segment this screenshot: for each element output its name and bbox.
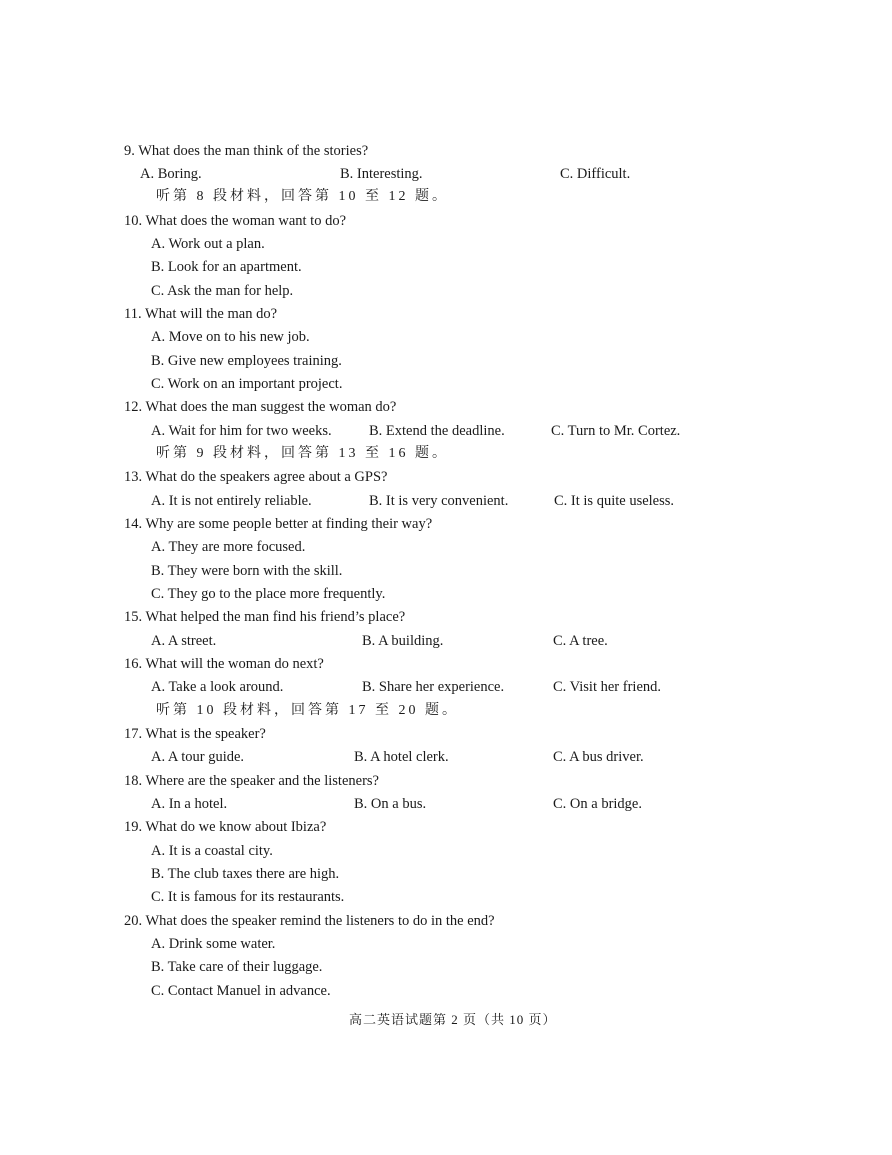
- question-16-option-c: C. Visit her friend.: [553, 679, 661, 695]
- question-13-stem: 13. What do the speakers agree about a GPS?: [124, 469, 388, 485]
- question-15-stem: 15. What helped the man find his friend’s place?: [124, 609, 406, 625]
- question-9-stem: 9. What does the man think of the stories?: [124, 143, 369, 159]
- question-17-option-c: C. A bus driver.: [553, 749, 644, 765]
- question-20-stem: 20. What does the speaker remind the listeners to do in the end?: [124, 913, 495, 929]
- question-16-option-b: B. Share her experience.: [362, 679, 505, 695]
- question-12-option-c: C. Turn to Mr. Cortez.: [551, 423, 681, 439]
- question-17-stem: 17. What is the speaker?: [124, 726, 266, 742]
- question-18-option-c: C. On a bridge.: [553, 796, 642, 812]
- question-14-option-b: B. They were born with the skill.: [151, 563, 343, 579]
- question-20-option-b: B. Take care of their luggage.: [151, 959, 323, 975]
- question-10-option-c: C. Ask the man for help.: [151, 283, 294, 299]
- question-9-option-b: B. Interesting.: [340, 166, 423, 182]
- section-instruction-9: 听第 9 段材料，回答第 13 至 16 题。: [156, 446, 449, 461]
- question-11-option-b: B. Give new employees training.: [151, 353, 342, 369]
- question-14-stem: 14. Why are some people better at finding their way?: [124, 516, 433, 532]
- question-15-option-b: B. A building.: [362, 633, 444, 649]
- question-14-option-c: C. They go to the place more frequently.: [151, 586, 386, 602]
- question-11-option-a: A. Move on to his new job.: [151, 329, 310, 345]
- question-19-stem: 19. What do we know about Ibiza?: [124, 819, 327, 835]
- section-instruction-8: 听第 8 段材料，回答第 10 至 12 题。: [156, 189, 449, 204]
- question-18-option-b: B. On a bus.: [354, 796, 427, 812]
- question-11-stem: 11. What will the man do?: [124, 306, 278, 322]
- question-16-option-a: A. Take a look around.: [151, 679, 284, 695]
- question-19-option-c: C. It is famous for its restaurants.: [151, 889, 345, 905]
- question-10-stem: 10. What does the woman want to do?: [124, 213, 347, 229]
- question-12-option-a: A. Wait for him for two weeks.: [151, 423, 332, 439]
- question-12-option-b: B. Extend the deadline.: [369, 423, 505, 439]
- question-17-option-b: B. A hotel clerk.: [354, 749, 449, 765]
- question-20-option-a: A. Drink some water.: [151, 936, 276, 952]
- question-13-option-b: B. It is very convenient.: [369, 493, 509, 509]
- question-12-stem: 12. What does the man suggest the woman do?: [124, 399, 397, 415]
- question-14-option-a: A. They are more focused.: [151, 539, 306, 555]
- question-18-stem: 18. Where are the speaker and the listeners?: [124, 773, 379, 789]
- question-11-option-c: C. Work on an important project.: [151, 376, 343, 392]
- question-18-option-a: A. In a hotel.: [151, 796, 228, 812]
- question-13-option-a: A. It is not entirely reliable.: [151, 493, 312, 509]
- page-footer: 高二英语试题第 2 页（共 10 页）: [349, 1012, 557, 1027]
- question-13-option-c: C. It is quite useless.: [554, 493, 675, 509]
- question-9-option-c: C. Difficult.: [560, 166, 631, 182]
- question-17-option-a: A. A tour guide.: [151, 749, 245, 765]
- question-10-option-b: B. Look for an apartment.: [151, 259, 302, 275]
- question-15-option-a: A. A street.: [151, 633, 217, 649]
- section-instruction-10: 听第 10 段材料，回答第 17 至 20 题。: [156, 703, 459, 718]
- question-19-option-b: B. The club taxes there are high.: [151, 866, 340, 882]
- question-10-option-a: A. Work out a plan.: [151, 236, 265, 252]
- question-20-option-c: C. Contact Manuel in advance.: [151, 983, 331, 999]
- question-19-option-a: A. It is a coastal city.: [151, 843, 273, 859]
- question-16-stem: 16. What will the woman do next?: [124, 656, 324, 672]
- question-9-option-a: A. Boring.: [140, 166, 202, 182]
- question-15-option-c: C. A tree.: [553, 633, 608, 649]
